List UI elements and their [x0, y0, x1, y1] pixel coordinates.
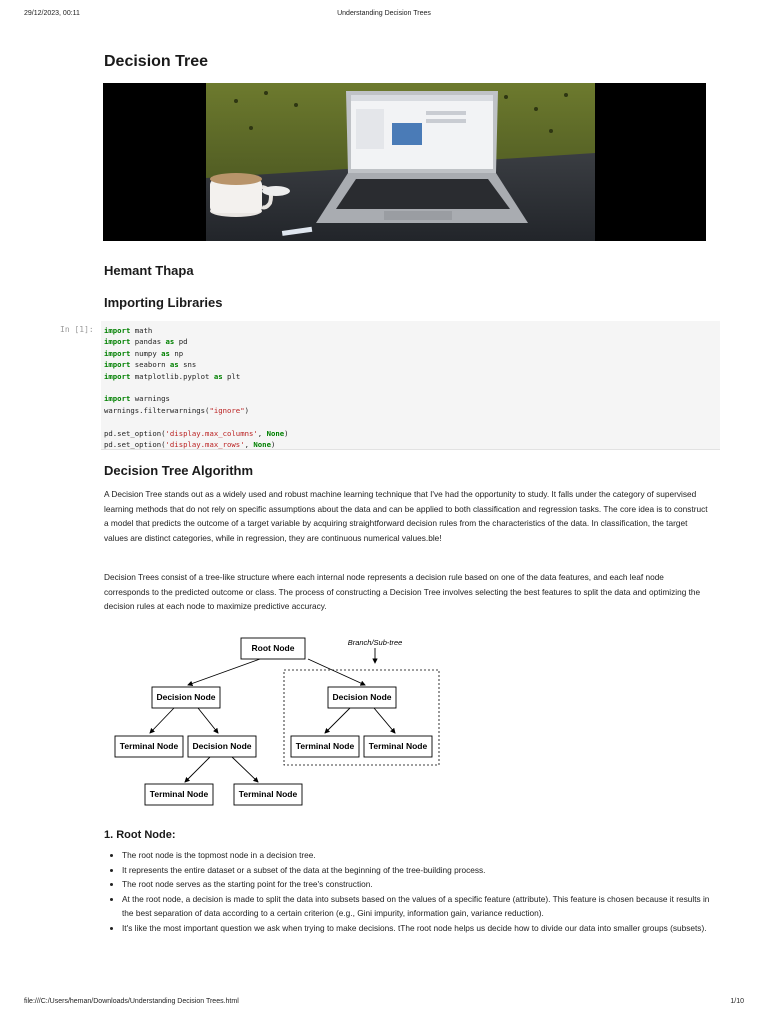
code-line	[104, 428, 289, 439]
code-text: sns	[178, 360, 197, 370]
code-text: numpy	[130, 348, 162, 358]
print-title: Understanding Decision Trees	[337, 10, 431, 17]
code-keyword: import	[104, 360, 131, 370]
file-path: file:///C:/Users/heman/Downloads/Understanding Decision Trees.html	[24, 998, 239, 1005]
code-line	[104, 439, 289, 450]
code-text: seaborn	[130, 360, 170, 370]
code-cell[interactable]	[101, 321, 720, 450]
page-number: 1/10	[730, 998, 744, 1005]
branch-subtree-label: Branch/Sub-tree	[347, 638, 403, 647]
terminal-node-5-label: Terminal Node	[238, 789, 298, 799]
terminal-node-1-label: Terminal Node	[119, 741, 179, 751]
code-text: ,	[244, 440, 254, 450]
code-block	[104, 325, 289, 450]
code-line	[104, 336, 289, 347]
page-title: Decision Tree	[104, 53, 209, 70]
terminal-node-3-label: Terminal Node	[295, 741, 355, 751]
list-item: • The root node serves as the starting point for the tree's construction.	[122, 877, 722, 892]
print-datetime: 29/12/2023, 00:11	[24, 10, 80, 17]
code-string: "ignore"	[209, 405, 245, 415]
code-line	[104, 371, 289, 382]
code-keyword: as	[213, 371, 223, 381]
hero-image	[103, 83, 706, 241]
code-text: )	[284, 428, 289, 438]
code-keyword: as	[169, 360, 179, 370]
code-text: math	[130, 326, 153, 335]
list-item: • The root node is the topmost node in a decision tree.	[122, 848, 722, 863]
code-keyword: import	[104, 326, 131, 335]
code-text: pd.set_option(	[104, 440, 166, 450]
root-node-heading: 1. Root Node:	[104, 829, 176, 841]
code-text: )	[244, 405, 249, 415]
code-text: pd.set_option(	[104, 428, 166, 438]
code-line	[104, 416, 289, 427]
code-line	[104, 325, 289, 336]
root-node-label: Root Node	[251, 643, 295, 653]
print-footer	[24, 998, 744, 1010]
laptop-photo	[206, 83, 595, 241]
paragraph-structure: Decision Trees consist of a tree-like structure where each internal node represents a decision rule based on one of the data features, and each leaf node corresponds to the predicted outcome or class. The process of constructing a Decision Tree involves selecting the best features to split the data and optimizing the decision rules at each node to maximize predictive accuracy.	[104, 572, 701, 612]
code-keyword: import	[104, 371, 131, 381]
root-node-bullets	[104, 848, 722, 936]
decision-node-right-label: Decision Node	[332, 692, 392, 702]
code-keyword: as	[165, 337, 175, 347]
code-keyword: import	[104, 394, 131, 404]
code-line	[104, 348, 289, 359]
decision-tree-diagram	[110, 630, 450, 810]
code-text: warnings	[130, 394, 170, 404]
code-line	[104, 393, 289, 404]
code-cell-prompt: In [1]:	[60, 325, 94, 334]
code-text: plt	[222, 371, 241, 381]
code-string: 'display.max_columns'	[165, 428, 258, 438]
list-item: • It's like the most important question we ask when trying to make decisions. tThe root node helps us decide how to divide our data into smaller groups (subsets).	[122, 921, 722, 936]
code-keyword: None	[266, 428, 285, 438]
code-text: pd	[174, 337, 188, 347]
code-keyword: as	[161, 348, 170, 358]
print-header	[24, 10, 744, 22]
code-text: pandas	[130, 337, 166, 347]
code-text: )	[270, 440, 276, 450]
algorithm-heading: Decision Tree Algorithm	[104, 463, 254, 478]
code-string: 'display.max_rows'	[165, 440, 245, 450]
code-text: np	[169, 348, 184, 358]
code-keyword: import	[104, 337, 131, 347]
terminal-node-2-label: Terminal Node	[149, 789, 209, 799]
list-item: • It represents the entire dataset or a subset of the data at the beginning of the tree-building process.	[122, 863, 722, 878]
decision-node-left-label: Decision Node	[156, 692, 216, 702]
code-line	[104, 359, 289, 370]
list-item: • At the root node, a decision is made to split the data into subsets based on the values of a specific feature (attribute). This feature is chosen because it results in the best separation of data according to a certain criterion (e.g., Gini impurity, information gain, variance reduction).	[122, 892, 722, 921]
terminal-node-4-label: Terminal Node	[368, 741, 428, 751]
paragraph-intro: A Decision Tree stands out as a widely used and robust machine learning technique that I've had the opportunity to study. It falls under the category of supervised learning methods that do not rely on specific assumptions about the data and can be applied to both classification and regression tasks. The core idea is to construct a model that predicts the outcome of a target variable by acquiring straightforward decision rules from the characteristics of the data. In classification, the target values are distinct categories, while in regression, they are continuous numerical values.ble!	[104, 489, 708, 543]
code-keyword: import	[104, 348, 131, 358]
code-text: ,	[257, 428, 267, 438]
code-keyword: None	[253, 440, 271, 450]
importing-libraries-heading: Importing Libraries	[104, 295, 223, 310]
decision-node-mid-label: Decision Node	[192, 741, 252, 751]
code-line	[104, 405, 289, 416]
code-text: warnings.filterwarnings(	[104, 405, 210, 415]
code-line	[104, 382, 289, 393]
author-heading: Hemant Thapa	[104, 263, 194, 278]
code-text: matplotlib.pyplot	[130, 371, 214, 381]
